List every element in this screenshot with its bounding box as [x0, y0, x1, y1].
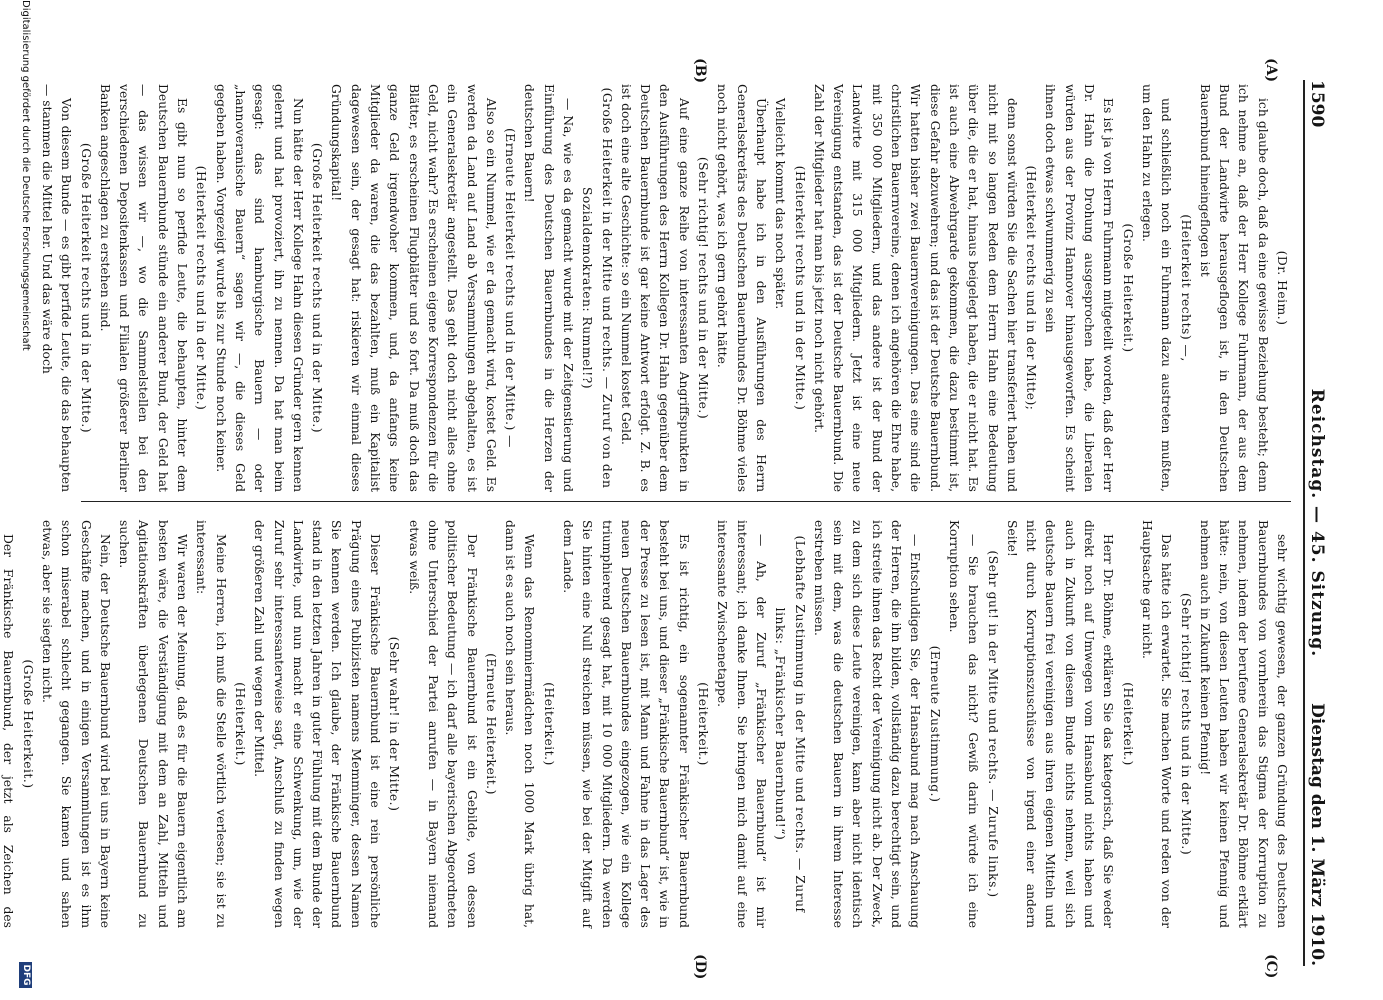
paragraph: Das hätte ich erwartet. Sie machen Worte und reden von der Hauptsache gar nicht. — [1139, 520, 1174, 928]
interjection-note: (Sehr richtig! rechts und in der Mitte.) — [696, 156, 711, 420]
paragraph: Der Fränkische Bauernbund, der jetzt als Zeichen des — [1, 534, 16, 928]
interjection-note: (Große Heiterkeit rechts und in der Mitte.) — [310, 142, 325, 434]
paragraph: Wir waren der Meinung, daß es für die Bauern eigentlich am besten wäre, die Verständigung mit dem an Zahl, Mitteln und Agitationskräften überlegenen Deutschen Bauernbund zu suchen. — [117, 520, 190, 928]
interjection-note: (Heiterkeit.) — [1120, 682, 1135, 766]
page-number: 1590 — [1307, 80, 1327, 128]
paragraph: Wenn das Renommiermädchen noch 1000 Mark übrig hat, dann ist es auch noch sein heraus. — [503, 520, 537, 928]
margin-letter-a: (A) — [1263, 58, 1279, 83]
paragraph: Überhaupt habe ich in den Ausführungen des Herrn Generalsekretärs des Deutschen Bauernbundes Dr. Böhme vieles noch nicht gehört, was ich gern gehört hätte. — [715, 84, 768, 492]
margin-letter-d: (D) — [692, 954, 708, 980]
paragraph: Auf eine ganze Reihe von interessanten Angriffspunkten in den Ausführungen des Herrn Kollegen Dr. Hahn gegenüber dem Deutschen Bauernbunde ist gar keine Antwort erfolgt. Z. B. es ist doch eine alte Geschichte: so ein Nummel kostet Geld. — [618, 84, 691, 492]
paragraph: und schließlich noch ein Fuhrmann dazu austreten mußten, um den Hahn zu erlegen. — [1139, 84, 1174, 492]
paragraph: Also so ein Nummel, wie er da gemacht wird, kostet Geld. Es werden da Land auf Land ab Versammlungen abgehalten, es ist ein Generalsekretär angestellt. Das geht doch nicht alles ohne Geld, nicht wahr? Es erscheinen eigene Korrespondenzen für die Blätter, es erscheinen Flugblätter und so fort. Da muß doch das ganze Geld irgendwoher kommen, und, da anfangs keine Mitglieder da waren, die das bezahlten, muß ein Kapitalist dagewesen sein, der gesagt hat: riskieren wir einmal dieses Gründungskapital! — [329, 84, 498, 492]
interjection-note: (Lebhafte Zustimmung in der Mitte und rechts. — Zuruf links: „Fränkischer Bauernbund!“) — [773, 535, 807, 913]
interjection-note: (Heiterkeit rechts) —, — [1178, 214, 1193, 362]
paragraph: ich glaube doch, daß da eine gewisse Beziehung besteht; denn ich nehme an, daß der Herr Kollege Fuhrmann, der aus dem Bund der Landwirte herausgeflogen ist, in den Deutschen Bauernbund hineingeflogen ist — [1197, 84, 1270, 492]
paragraph: Herr Dr. Böhme, erklären Sie das kategorisch, daß Sie weder direkt noch auf Umwegen vom Hansabund nichts haben und auch in Zukunft von diesem Bunde nichts nehmen, weil sich deutsche Bauern frei vereinigen aus ihren eigenen Mitteln und nicht durch Korruptionszuschüsse von irgend einer andern Seite! — [1004, 520, 1116, 928]
interjection-note: (Sehr richtig! rechts und in der Mitte.) — [1178, 592, 1193, 856]
paragraph: Meine Herren, ich muß die Stelle wörtlich verlesen; sie ist zu interessant: — [194, 520, 228, 928]
interjection-note: (Erneute Heiterkeit rechts und in der Mitte.) — — [503, 128, 518, 448]
speaker-name: (Dr. Heim.) — [1275, 250, 1289, 326]
paragraph: Vielleicht kommt das noch später. — [773, 98, 788, 310]
interjection-note: (Heiterkeit rechts und in der Mitte.) — [194, 165, 209, 411]
paragraph: Der Fränkische Bauernbund ist ein Gebilde, von dessen politischer Bedeutung — ich darf alle bayerischen Abgeordneten ohne Unterschied der Partei anrufen — in Bayern niemand etwas weiß. — [406, 520, 479, 928]
interjection-note: (Heiterkeit rechts und in der Mitte.) — [792, 165, 807, 411]
interjection-note: (Erneute Heiterkeit.) — [483, 653, 498, 795]
paragraph: Nun hätte der Herr Kollege Hahn diesen Gründer gern kennen gelernt und hat provoziert, ihn zu nennen. Da hat man beim gesagt: das sind hamburgische Bauern — oder „hannoveranische Bauern“ sagen wir —, die dieses Geld gegeben haben. Vorgezeigt wurde bis zur Stunde noch keiner. — [213, 84, 305, 492]
interjection-note: (Heiterkeit rechts und in der Mitte); — [1024, 165, 1039, 411]
interjection-note: (Große Heiterkeit.) — [20, 659, 35, 789]
interjection-note: (Große Heiterkeit.) — [1120, 223, 1135, 353]
interjection-note: (Große Heiterkeit in der Mitte und rechts. — Zuruf von den Sozialdemokraten: Rummel!?) — [580, 87, 614, 489]
paragraph: — Sie brauchen das nicht? Gewiß darin würde ich eine Korruption sehen. — [946, 520, 981, 928]
paragraph: Es ist ja von Herrn Fuhrmann mitgeteilt worden, daß der Herr Dr. Hahn die Drohung ausgesprochen habe, die Liberalen würden aus der Provinz Hannover hinausgeworfen. Es scheint ihnen doch etwas schwummerig zu sein — [1043, 84, 1116, 492]
interjection-note: (Erneute Zustimmung.) — [927, 645, 942, 803]
dfg-logo: DFG — [19, 962, 32, 988]
paragraph: sehr wichtig gewesen, der ganzen Gründung des Deutschen Bauernbundes von vornherein das Stigma der Korruption zu nehmen, indem der berufene Generalsekretär Dr. Böhme erklärt hätte: nein, von diesen Leuten haben wir keinen Pfennig und nehmen auch in Zukunft keinen Pfennig! — [1197, 520, 1289, 928]
interjection-note: (Sehr gut! in der Mitte und rechts. — Zurufe links.) — [985, 550, 1000, 898]
paragraph: Nein, der Deutsche Bauernbund wird bei uns in Bayern keine Geschäfte machen, und in einigen Versammlungen ist es ihm schon miserabel schlecht gegangen. Sie kamen und sahen etwas, aber sie siegten nicht. — [40, 520, 112, 928]
margin-letter-b: (B) — [692, 58, 708, 84]
paragraph: Es gibt nun so perfide Leute, die behaupten, hinter dem Deutschen Bauernbunde stünde ein anderer Bund, der Geld hat — das wissen wir —, wo die Sammelstellen bei den verschiedenen Depositenkassen und Filialen größerer Berliner Banken angeschlagen zu erstehen sind. — [97, 84, 190, 492]
paragraph: Dieser Fränkische Bauernbund ist eine rein persönliche Prägung eines Publizisten namens Memminger, dessen Namen Sie kennen werden. Ich glaube, der Fränkische Bauernbund stand in den letzten Jahren in guter Fühlung mit dem Bunde der Landwirte, und nun macht er eine Schwenkung, um, wie der Zuruf sehr interessanterweise sagt, Anschluß zu finden wegen der größeren Zahl und wegen der Mittel. — [252, 520, 383, 928]
paragraph: denn sonst würden Sie die Sachen hier transferiert haben und nicht mit so langen Reden dem Herrn Hahn eine Bedeutung über die, die er hat, hinaus beigelegt haben, die er nicht hat. Es ist auch eine Abwehrgarde gekommen, die dazu bestimmt ist, diese Gefahr abzuwehren; und das ist der Deutsche Bauernbund. Wir hatten bisher zwei Bauernvereinigungen. Das eine sind die christlichen Bauernvereine, denen ich angehören die Ehre habe, mit 350 000 Mitgliedern, und das andere ist der Bund der Landwirte mit 315 000 Mitgliedern. Jetzt ist eine neue Vereinigung entstanden, das ist der Deutsche Bauernbund. Die Zahl der Mitglieder hat man bis jetzt noch nicht gehört. — [811, 84, 1019, 492]
paragraph: Es ist richtig, ein sogenannter Fränkischer Bauernbund besteht bei uns, und dieser „Fränkische Bauernbund“ ist, wie in der Presse zu lesen ist, mit Mann und Fahne in das Lager des neuen Deutschen Bauernbundes eingezogen, wie ein Kollege triumphierend gesagt hat, mit 10 000 Mitgliedern. Da werden Sie hinten eine Null streichen müssen, wie bei der Mitgift auf dem Lande. — [561, 520, 691, 928]
margin-letter-c: (C) — [1263, 954, 1279, 979]
interjection-note: (Heiterkeit.) — [696, 682, 711, 766]
interjection-note: (Heiterkeit.) — [541, 682, 556, 766]
left-text-column — [40, 84, 1291, 492]
interjection-note: (Heiterkeit.) — [232, 682, 247, 766]
paragraph: — Entschuldigen Sie, der Hansabund mag nach Anschauung der Herren, die ihn bilden, vollständig dazu berechtigt sein, und ich streite ihnen das Recht der Vereinigung nicht ab. Der Zweck, zu dem sich diese Leute vereinigen, kann aber nicht identisch sein mit dem, was die deutschen Bauern in ihrem Interesse erstreben müssen. — [811, 520, 923, 928]
interjection-note: (Sehr wahr! in der Mitte.) — [387, 636, 402, 812]
interjection-note: (Große Heiterkeit rechts und in der Mitte.) — [78, 142, 93, 434]
column-divider — [81, 501, 1291, 502]
paragraph: — Na, wie es da gemacht wurde mit der Zeitgenstierung und Einführung des Deutschen Bauernbundes in die Herzen der deutschen Bauern! — [522, 84, 576, 492]
right-text-column — [1, 520, 1291, 928]
page-header — [1303, 80, 1327, 966]
paragraph: Von diesem Bunde — es gibt perfide Leute, die das behaupten — stammen die Mittel her. Und das wäre doch — [40, 84, 74, 492]
digitization-credit: Digitalisierung gefördert durch die Deutsche Forschungsgemeinschaft — [20, 0, 31, 351]
session-date: Dienstag den 1. März 1910. — [1307, 703, 1327, 966]
paragraph: — Ah, der Zuruf „Fränkischer Bauernbund“ ist mir interessant; ich danke Ihnen. Sie bringen mich damit auf eine interessante Zwischenetappe. — [715, 520, 768, 928]
running-head: Reichstag. — 45. Sitzung. — [1307, 388, 1327, 658]
